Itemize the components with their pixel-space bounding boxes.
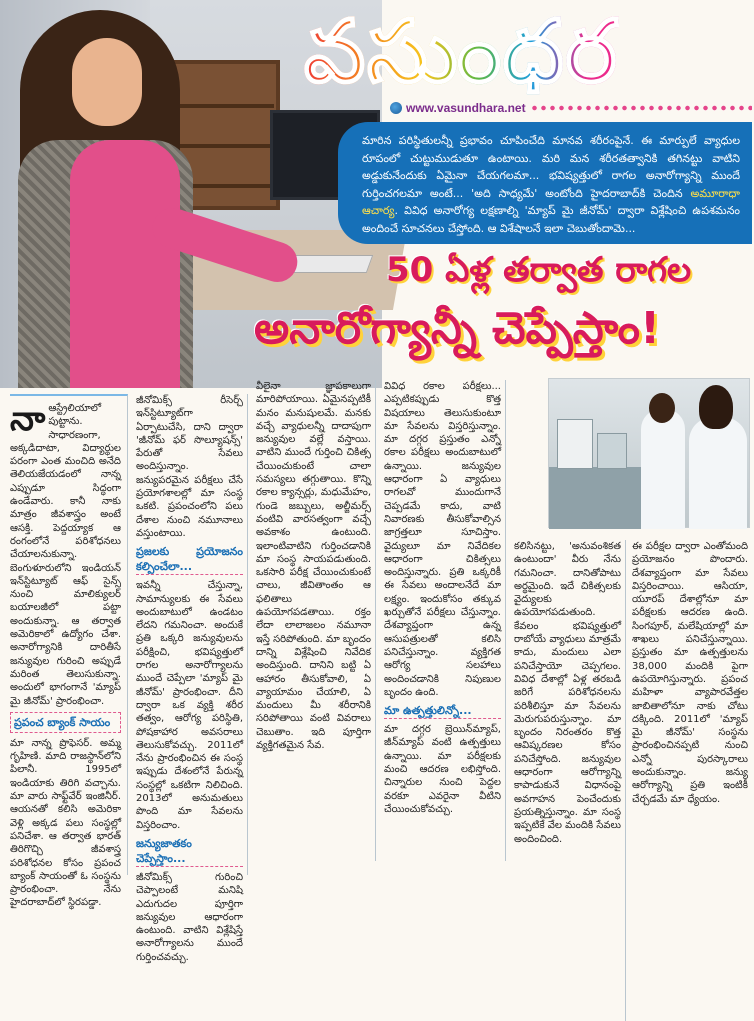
intro-box [338, 122, 752, 244]
lab-worker-head [649, 393, 675, 423]
paragraph: వీలైనా జ్ఞాపకాలుగా మారిపోయాయి. ఏమైనప్పటికీ మనం మనుషులమే. మనకు వచ్చే వ్యాధులన్నీ దాదాపుగా జన్యువుల వల్లే వస్తాయి. వాటిని ముందే గుర్తించి చికిత్స చేయించుకుంటే చాలా సమస్యలు తగ్గుతాయి. కొన్ని రకాల క్యాన్సర్లు, మధుమేహం, గుండె జబ్బులు, అల్జీమర్స్ వంటివి వారసత్వంగా వచ్చే అవకాశం ఉంటుంది. ఇలాంటివాటిని గుర్తించడానికి మా సంస్థ సాయపడుతుంది. ఒకసారి పరీక్ష చేయించుకుంటే చాలు, జీవితాంతం ఆ ఫలితాలు ఉపయోగపడతాయి. రక్తం లేదా లాలాజలం నమూనా ఇస్తే సరిపోతుంది. మా బృందం దాన్ని విశ్లేషించి నివేదిక అందిస్తుంది. దానిని బట్టి ఏ ఆహారం తీసుకోవాలి, ఏ వ్యాయామం చేయాలి, ఏ మందులు మీ శరీరానికి సరిపోతాయి వంటి వివరాలు చెబుతాం. ఇది పూర్తిగా వ్యక్తిగతమైన సేవ. [256, 381, 372, 752]
paragraph: ఈ పరీక్షల ద్వారా ఎంతోమంది ప్రయోజనం పొందారు. దేశవ్యాప్తంగా మా సేవలు విస్తరించాయి. ఆసియా, యూరప్ దేశాల్లోనూ మా పరీక్షలకు ఆదరణ ఉంది. సింగపూర్, మలేషియాల్లో మా శాఖలు పనిచేస్తున్నాయి. ప్రస్తుతం మా ఉత్పత్తులను 38,000 మందికి పైగా ఉపయోగిస్తున్నారు. ప్రపంచ మహిళా వ్యాపారవేత్తల జాబితాలోనూ నాకు చోటు దక్కింది. 2011లో 'మ్యాప్ మై జీనోమ్' సంస్థను ప్రారంభించినప్పటి నుంచి ఎన్నో పురస్కారాలు అందుకున్నాం. జన్యు ఆరోగ్యాన్ని ప్రతి ఇంటికీ చేర్చడమే మా ధ్యేయం. [632, 541, 748, 805]
paragraph: జీనోమిక్స్ రీసెర్చ్ ఇన్‌స్టిట్యూట్‌గా ఏర్పాటుచేసి, దాని ద్వారా 'జీనోమ్ ఫర్ సొల్యూషన్స్' పేరుతో సేవలు అందిస్తున్నాం. జన్యుపరమైన పరీక్షలు చేసే ప్రయోగశాలల్లో మా సంస్థ ఒకటి. ప్రపంచంలోని పలు దేశాల నుంచి నమూనాలు వస్తుంటాయి. [136, 395, 243, 539]
lab-photo [548, 378, 750, 528]
headline-line-2: అనారోగ్యాన్నీ చెప్పేస్తాం! [254, 303, 661, 354]
paragraph: ఇవన్నీ చేస్తున్నా, సామాన్యులకు ఈ సేవలు అందుబాటులో ఉండటం లేదని గమనించా. అందుకే ప్రతి ఒక్కరి జన్యువులను పరీక్షించి, భవిష్యత్తులో రాగల అనారోగ్యాలను ముందే చెప్పేలా 'మ్యాప్ మై జీనోమ్' ప్రారంభించా. దీని ద్వారా ఒక వ్యక్తి శరీర తత్వం, ఆరోగ్య పరిస్థితి, పోషకాహార అవసరాలు తెలుసుకోవచ్చు. 2011లో నేను ప్రారంభించిన ఈ సంస్థ ఇప్పుడు దేశంలోనే పేరున్న సంస్థల్లో ఒకటిగా నిలిచింది. 2013లో అనుమతులు పొంది మా సేవలను విస్తరించాం. [136, 580, 243, 831]
lab-equipment [597, 433, 627, 469]
lab-equipment [557, 419, 593, 469]
article-column-6 [632, 540, 748, 1021]
website-url: www.vasundhara.net [406, 101, 526, 115]
paragraph: మా దగ్గర బ్రెయిన్‌మ్యాప్, జీన్‌మ్యాప్ వంటి ఉత్పత్తులు ఉన్నాయి. మా పరీక్షలకు మంచి ఆదరణ లభిస్తోంది. చిన్నారుల నుంచి పెద్దల వరకూ ఎవరైనా వీటిని చేయించుకోవచ్చు. [384, 724, 501, 815]
article-column-4 [384, 380, 506, 861]
masthead [300, 2, 752, 115]
woman-figure-top [70, 140, 180, 388]
subhead-products: మా ఉత్పత్తులిన్నో... [384, 703, 501, 719]
subhead-public-benefit: ప్రజలకు ప్రయోజనం కల్పించేలా... [136, 545, 243, 574]
scientist-coat [689, 417, 747, 529]
intro-text-end: . వివిధ అనారోగ్య లక్షణాల్ని 'మ్యాప్ మై జీనోమ్' ద్వారా విశ్లేషించి ఉపశమనం అందించే సూచనలు చేస్తోంది. ఆ విశేషాలనే ఇలా చెబుతోందామె... [362, 204, 740, 235]
subhead-gene-horoscope: జన్యుజాతకం చెప్పేస్తాం... [136, 836, 243, 867]
intro-text-start: మారిన పరిస్థితులన్నీ ప్రభావం చూపించేది మానవ శరీరంపైనే. ఈ మార్పులే వ్యాధుల రూపంలో చుట్టుముడుతూ ఉంటాయి. మరి మన శరీరతత్వానికి తగినట్టు వాటిని అడ్డుకునేందుకు ఏమైనా చేయగలమా... భవిష్యత్తులో రాగల అనారోగ్యాన్ని ముందే గుర్తించగలమా అంటే... 'అది సాధ్యమే' అంటోంది హైదరాబాద్‌కి చెందిన [362, 134, 740, 200]
dropcap: నా [10, 399, 46, 439]
masthead-title: వసుంధర [304, 2, 619, 102]
article-column-3 [256, 380, 376, 861]
article-column-1 [10, 394, 128, 909]
paragraph: జీనోమిక్స్ గురించి చెప్పాలంటే మనిషి ఎదుగుదల పూర్తిగా జన్యువుల ఆధారంగా ఉంటుంది. వాటిని విశ్లేషిస్తే అనారోగ్యాలను ముందే గుర్తించవచ్చు. [136, 871, 243, 963]
article-column-5 [514, 540, 626, 1021]
website-row [384, 97, 752, 119]
paragraph: మా నాన్న ప్రొఫెసర్. అమ్మ గృహిణి. మాది రాజస్థాన్‌లోని పిలానీ. 1995లో ఇండియాకు తిరిగి వచ్చాను. మా వారు సాఫ్ట్‌వేర్ ఇంజినీర్. ఆయనతో కలిసి అమెరికా వెళ్లి అక్కడ పలు సంస్థల్లో పనిచేశా. ఆ తర్వాత భారత్ తిరిగొచ్చి జీవశాస్త్ర పరిశోధనల కోసం ప్రపంచ బ్యాంక్ సాయంతో ఓ సంస్థను ప్రారంభించా. నేను హైదరాబాద్‌లో స్థిరపడ్డా. [10, 737, 121, 909]
paragraph: కలిసినట్టు, 'అనువంశికత ఉంటుందా' వీరు నేను గమనించా. దానితోపాటు అర్థమైంది. ఇదే చికిత్సలకు వైద్యులకు ఉపయోగపడుతుంది. కేవలం భవిష్యత్తులో రాబోయే వ్యాధులు మాత్రమే కాదు, మందులు ఎలా పనిచేస్తాయో చెప్పగలం. వివిధ దేశాల్లో ఏళ్ల తరబడి జరిగే పరిశోధనలను పరిశీలిస్తూ మా సేవలను మెరుగుపరుస్తున్నాం. మా బృందం నిరంతరం కొత్త ఆవిష్కరణల కోసం పనిచేస్తోంది. జన్యువుల ఆధారంగా ఆరోగ్యాన్ని కాపాడుకునే విధానంపై అవగాహన పెంచేందుకు ప్రయత్నిస్తున్నాం. మా సంస్థ ఇప్పటికే వేల మందికి సేవలు అందించింది. [514, 541, 621, 845]
article-column-2 [136, 394, 248, 963]
paragraph: వివిధ రకాల పరీక్షలు... ఎప్పటికప్పుడు కొత్త విషయాలు తెలుసుకుంటూ మా సేవలను విస్తరిస్తున్నాం. మా దగ్గర ప్రస్తుతం ఎన్నో రకాల పరీక్షలు అందుబాటులో ఉన్నాయి. జన్యువుల ఆధారంగా ఏ వ్యాధులు రాగలవో ముందుగానే చెప్పడమే కాదు, వాటి నివారణకు తీసుకోవాల్సిన జాగ్రత్తలూ సూచిస్తాం. వైద్యులూ మా నివేదికల ఆధారంగా చికిత్సలు అందిస్తున్నారు. ప్రతి ఒక్కరికీ ఈ సేవలు అందాలనేదే మా లక్ష్యం. ఇందుకోసం తక్కువ ఖర్చుతోనే పరీక్షలు చేస్తున్నాం. దేశవ్యాప్తంగా ఉన్న ఆసుపత్రులతో కలిసి పనిచేస్తున్నాం. వ్యక్తిగత ఆరోగ్య సలహాలు అందించడానికి నిపుణుల బృందం ఉంది. [384, 381, 501, 698]
subhead-world-bank: ప్రపంచ బ్యాంక్ సాయం [10, 712, 121, 733]
scientist-head [699, 385, 733, 429]
headline-line-1: 50 ఏళ్ల తర్వాత రాగల [386, 250, 692, 290]
dotted-divider [530, 105, 752, 111]
woman-figure-face [72, 38, 142, 126]
globe-icon [390, 102, 402, 114]
paragraph: ఆస్ట్రేలియాలో పుట్టాను. సాధారణంగా, అక్కడిదాటా, విద్యార్థుల పరంగా ఎంత మంచిది అనేది తెలియజేయడంలో నాన్న ఎప్పుడూ సిద్ధంగా ఉండేవారు. కానీ నాకు మాత్రం జీవశాస్త్రం అంటే ఆసక్తి. పెద్దయ్యాక ఆ రంగంలోనే పరిశోధనలు చేయాలనుకున్నా. బెంగుళూరులోని ఇండియన్ ఇన్‌స్టిట్యూట్ ఆఫ్ సైన్స్ నుంచి మాలిక్యులర్ బయాలజీలో పట్టా అందుకున్నా. ఆ తర్వాత అమెరికాలో ఉద్యోగం చేశా. అనారోగ్యానికి దారితీసే జన్యువుల గురించి అప్పుడే మరింత తెలుసుకున్నా. అందులో భాగంగానే 'మ్యాప్ మై జీనోమ్' ప్రారంభించా. [10, 403, 121, 707]
intro-person-name: అమూరాధా ఆచార్య [362, 186, 740, 217]
lab-worker-coat [641, 409, 685, 529]
